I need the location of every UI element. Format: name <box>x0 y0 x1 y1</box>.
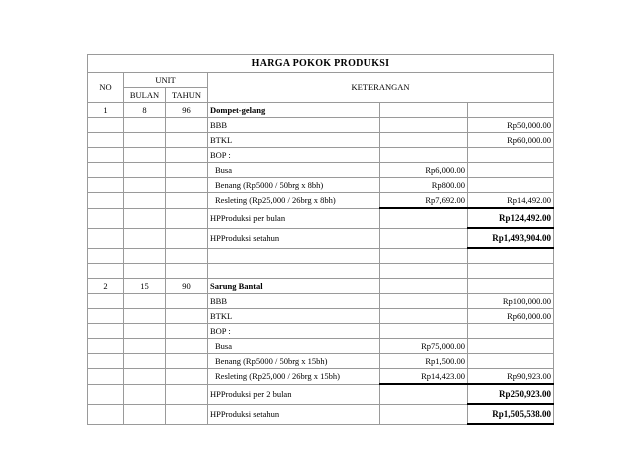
spacer-row <box>88 264 554 279</box>
hp-period-value: Rp250,923.00 <box>468 384 554 404</box>
bbb-row <box>88 294 554 309</box>
product-bulan: 15 <box>124 279 166 294</box>
hp-period-label: HPProduksi per 2 bulan <box>208 384 380 404</box>
product-name: Dompet-gelang <box>208 103 380 118</box>
bop-row <box>88 324 554 339</box>
btkl-row <box>88 309 554 324</box>
bbb-row <box>88 118 554 133</box>
sheet-title: HARGA POKOK PRODUKSI <box>88 55 554 73</box>
btkl-value: Rp60,000.00 <box>468 133 554 148</box>
hp-year-value: Rp1,493,904.00 <box>468 228 554 248</box>
resleting-value: Rp14,423.00 <box>380 369 468 385</box>
hp-year-label: HPProduksi setahun <box>208 228 380 248</box>
hp-period-row <box>88 208 554 228</box>
benang-row <box>88 178 554 193</box>
bop-label: BOP : <box>208 148 380 163</box>
spacer-row <box>88 248 554 264</box>
benang-value: Rp800.00 <box>380 178 468 193</box>
product-tahun: 90 <box>166 279 208 294</box>
header-unit: UNIT <box>124 73 208 88</box>
resleting-value: Rp7,692.00 <box>380 193 468 209</box>
btkl-label: BTKL <box>208 309 380 324</box>
bbb-label: BBB <box>208 294 380 309</box>
header-keterangan: KETERANGAN <box>208 73 554 103</box>
benang-label: Benang (Rp5000 / 50brg x 8bh) <box>208 178 380 193</box>
header-tahun: TAHUN <box>166 88 208 103</box>
benang-value: Rp1,500.00 <box>380 354 468 369</box>
product-row <box>88 279 554 294</box>
bbb-label: BBB <box>208 118 380 133</box>
btkl-row <box>88 133 554 148</box>
busa-label: Busa <box>208 163 380 178</box>
product-name: Sarung Bantal <box>208 279 380 294</box>
hp-period-label: HPProduksi per bulan <box>208 208 380 228</box>
product-no: 2 <box>88 279 124 294</box>
busa-value: Rp6,000.00 <box>380 163 468 178</box>
bop-total: Rp14,492.00 <box>468 193 554 209</box>
btkl-label: BTKL <box>208 133 380 148</box>
bbb-value: Rp50,000.00 <box>468 118 554 133</box>
product-tahun: 96 <box>166 103 208 118</box>
hp-period-value: Rp124,492.00 <box>468 208 554 228</box>
hp-year-row <box>88 404 554 424</box>
busa-row <box>88 339 554 354</box>
hpp-table <box>87 54 554 425</box>
resleting-row <box>88 369 554 385</box>
product-no: 1 <box>88 103 124 118</box>
btkl-value: Rp60,000.00 <box>468 309 554 324</box>
product-row <box>88 103 554 118</box>
bop-total: Rp90,923.00 <box>468 369 554 385</box>
busa-label: Busa <box>208 339 380 354</box>
resleting-row <box>88 193 554 209</box>
hp-year-row <box>88 228 554 248</box>
benang-label: Benang (Rp5000 / 50brg x 15bh) <box>208 354 380 369</box>
header-no: NO <box>88 73 124 103</box>
hp-period-row <box>88 384 554 404</box>
busa-value: Rp75,000.00 <box>380 339 468 354</box>
bbb-value: Rp100,000.00 <box>468 294 554 309</box>
bop-row <box>88 148 554 163</box>
header-row-1 <box>88 73 554 88</box>
hp-year-label: HPProduksi setahun <box>208 404 380 424</box>
product-bulan: 8 <box>124 103 166 118</box>
resleting-label: Resleting (Rp25,000 / 26brg x 8bh) <box>208 193 380 209</box>
resleting-label: Resleting (Rp25,000 / 26brg x 15bh) <box>208 369 380 385</box>
busa-row <box>88 163 554 178</box>
hp-year-value: Rp1,505,538.00 <box>468 404 554 424</box>
header-bulan: BULAN <box>124 88 166 103</box>
bop-label: BOP : <box>208 324 380 339</box>
benang-row <box>88 354 554 369</box>
title-row <box>88 55 554 73</box>
